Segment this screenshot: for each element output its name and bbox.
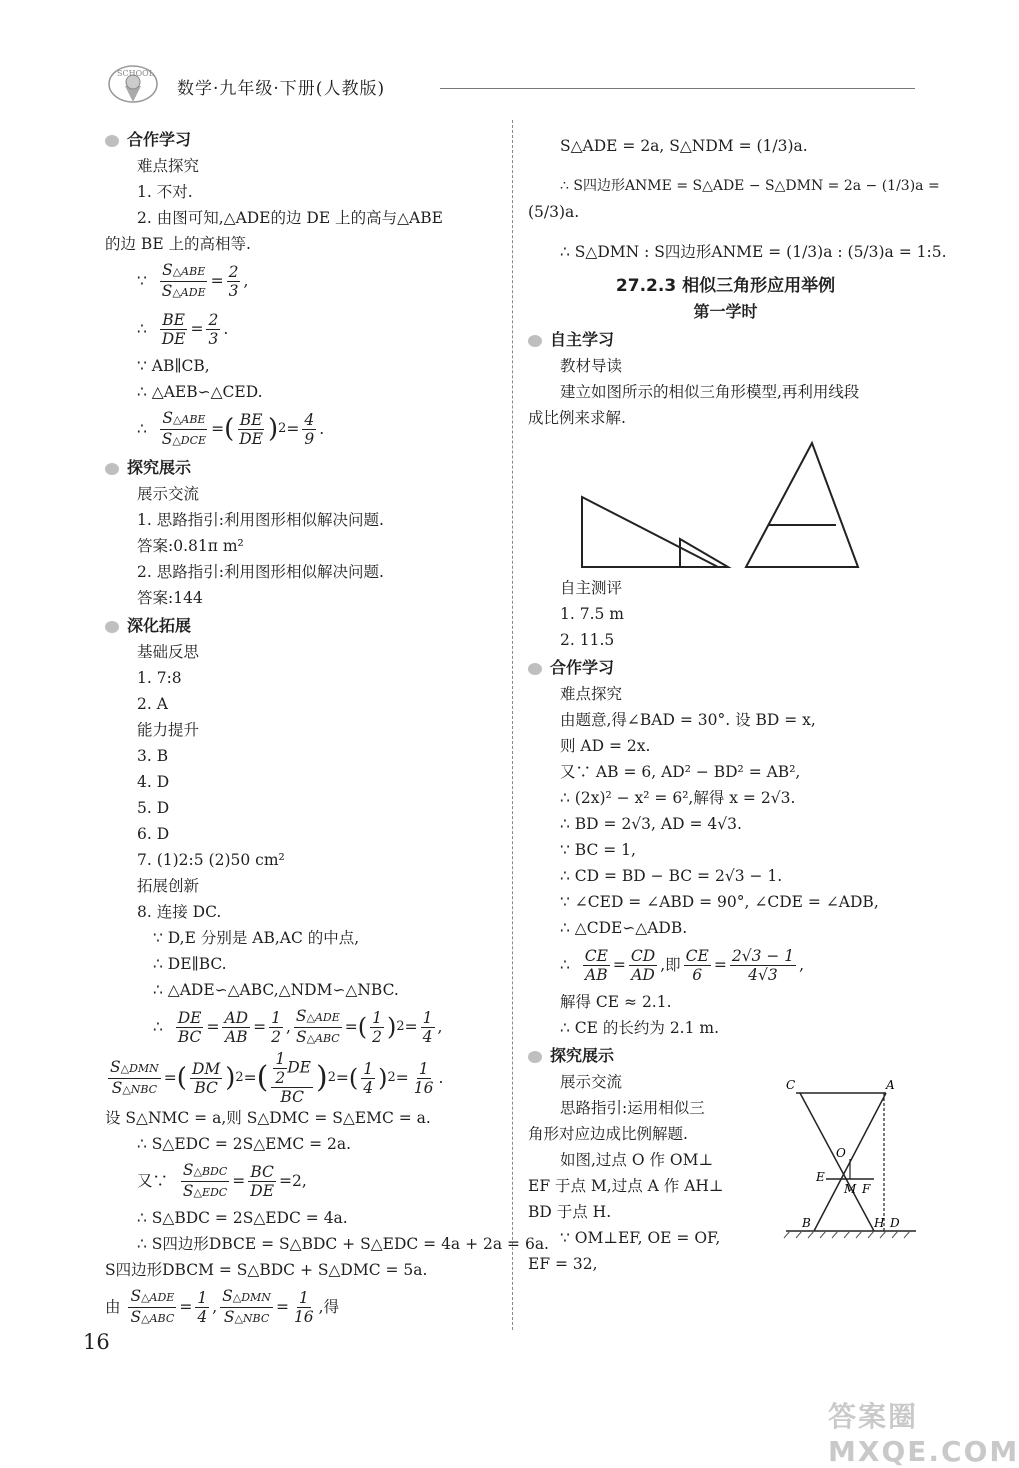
answer-line: 答案:144 <box>137 589 203 607</box>
point-label: B <box>802 1216 811 1230</box>
subheading: 难点探究 <box>137 157 200 175</box>
answer-line: 4. D <box>137 773 170 791</box>
book-title: 数学·九年级·下册(人教版) <box>177 79 386 99</box>
svg-text:SCHOOL: SCHOOL <box>117 69 155 78</box>
answer-line: 的边 BE 上的高相等. <box>105 235 251 253</box>
subheading: 教材导读 <box>560 357 623 375</box>
answer-line: ∵ OM⊥EF, OE = OF, <box>560 1229 721 1247</box>
subheading: 展示交流 <box>560 1073 623 1091</box>
header-rule <box>440 88 915 89</box>
section-marker-icon <box>528 663 542 675</box>
answer-line: 角形对应边成比例解题. <box>528 1125 688 1143</box>
section-marker-icon <box>105 135 119 147</box>
point-label: O <box>836 1146 846 1160</box>
answer-line: ∵ BC = 1, <box>560 841 636 859</box>
section-heading: 深化拓展 <box>105 613 500 639</box>
answer-line: BD 于点 H. <box>528 1203 612 1221</box>
point-label: D <box>890 1216 900 1230</box>
answer-line: ∴ CD = BD − BC = 2√3 − 1. <box>560 867 783 885</box>
point-label: H <box>874 1216 885 1230</box>
answer-line: 建立如图所示的相似三角形模型,再利用线段 <box>560 383 860 401</box>
answer-line: 设 S△NMC = a,则 S△DMC = S△EMC = a. <box>105 1109 431 1127</box>
answer-line: ∴ △CDE∽△ADB. <box>560 919 688 937</box>
answer-line: 如图,过点 O 作 OM⊥ <box>560 1151 714 1169</box>
answer-line: 1. 7.5 m <box>560 605 624 623</box>
point-label: M <box>844 1182 857 1196</box>
answer-line: 3. B <box>137 747 169 765</box>
answer-line: 成比例来求解. <box>528 409 626 427</box>
formula: $\frac{\text{S△DMN}}{\text{S△NBC}}$ = ( $\frac{DM}{BC}$ ) 2 = ( $\frac{1}{2}$ DE BC ) 2 = ( $\frac{1}{4}$ ) 2 = $\frac{1}{16}$ . <box>110 1050 444 1106</box>
answer-line: ∴ CE 的长约为 2.1 m. <box>560 1019 720 1037</box>
left-column <box>105 125 549 1331</box>
answer-line: ∴ S△EDC = 2S△EMC = 2a. <box>137 1135 352 1153</box>
answer-line: 6. D <box>137 825 170 843</box>
section-heading: 探究展示 <box>528 1043 923 1069</box>
point-label: E <box>816 1170 825 1184</box>
column-divider <box>512 120 513 1330</box>
answer-line: ∴ BD = 2√3, AD = 4√3. <box>560 815 742 833</box>
answer-line: ∴ DE∥BC. <box>153 955 227 973</box>
section-marker-icon <box>105 621 119 633</box>
answer-line: 1. 不对. <box>137 183 193 201</box>
answer-line: ∵ D,E 分别是 AB,AC 的中点, <box>153 929 360 947</box>
answer-line: ∴ △AEB∽△CED. <box>137 383 263 401</box>
answer-line: ∴ △ADE∽△ABC,△NDM∽△NBC. <box>153 981 399 999</box>
point-label: A <box>886 1078 895 1092</box>
answer-line: 由题意,得∠BAD = 30°. 设 BD = x, <box>560 711 816 729</box>
answer-line: 又∵ AB = 6, AD² − BD² = AB², <box>560 763 801 781</box>
section-heading: 合作学习 <box>105 127 500 153</box>
answer-line: 5. D <box>137 799 170 817</box>
section-marker-icon <box>528 1051 542 1063</box>
formula: ∴ $\frac{CE}{AB}$ = $\frac{CD}{AD}$ ,即 $\frac{CE}{6}$ = $\frac{2√3 - 1}{4√3}$ , <box>560 946 805 984</box>
answer-line: 7. (1)2:5 (2)50 cm² <box>137 851 285 869</box>
subheading: 基础反思 <box>137 643 200 661</box>
answer-line: EF 于点 M,过点 A 作 AH⊥ <box>528 1177 724 1195</box>
answer-line: 2. 11.5 <box>560 631 615 649</box>
answer-line: EF = 32, <box>528 1255 598 1273</box>
answer-line: ∴ (2x)² − x² = 6²,解得 x = 2√3. <box>560 789 796 807</box>
right-column <box>528 125 947 1277</box>
subheading: 拓展创新 <box>137 877 200 895</box>
page-header <box>95 50 915 110</box>
answer-line: (5/3)a. <box>528 203 580 221</box>
watermark: 答案圈 MXQE.COM <box>828 1400 1019 1468</box>
answer-line: 思路指引:运用相似三 <box>560 1099 705 1117</box>
answer-line: 答案:0.81π m² <box>137 537 244 555</box>
point-label: F <box>862 1182 871 1196</box>
formula: ∴ $\frac{\text{S△ABE}}{\text{S△DCE}}$ = ( $\frac{BE}{DE}$ ) 2 = $\frac{4}{9}$ . <box>137 408 325 448</box>
answer-line: 则 AD = 2x. <box>560 737 651 755</box>
lesson-title: 第一学时 <box>693 302 758 321</box>
section-heading: 探究展示 <box>105 455 500 481</box>
formula: ∴ $\frac{DE}{BC}$ = $\frac{AD}{AB}$ = $\frac{1}{2}$ , $\frac{\text{S△ADE}}{\text{S△ABC}}$ = ( $\frac{1}{2}$ ) 2 = $\frac{1}{4}$ , <box>153 1006 443 1046</box>
small-right-triangle <box>680 539 728 567</box>
crossed-lines-figure <box>756 1075 921 1245</box>
answer-line: 解得 CE ≈ 2.1. <box>560 993 672 1011</box>
answer-line: 2. 思路指引:利用图形相似解决问题. <box>137 563 384 581</box>
subheading: 难点探究 <box>560 685 623 703</box>
answer-line: ∴ S四边形DBCE = S△BDC + S△EDC = 4a + 2a = 6a. <box>137 1235 549 1253</box>
answer-line: 2. A <box>137 695 168 713</box>
answer-line: 1. 7:8 <box>137 669 182 687</box>
section-heading: 合作学习 <box>528 655 923 681</box>
section-heading: 自主学习 <box>528 327 923 353</box>
formula: ∴ $\frac{BE}{DE}$ = $\frac{2}{3}$ . <box>137 310 229 348</box>
subheading: 自主测评 <box>560 579 623 597</box>
answer-line: S△ADE = 2a, S△NDM = (1/3)a. <box>560 137 808 155</box>
school-logo-icon <box>103 56 163 106</box>
answer-line: ∵ ∠CED = ∠ABD = 90°, ∠CDE = ∠ADB, <box>560 893 879 911</box>
subheading: 展示交流 <box>137 485 200 503</box>
answer-line: S四边形DBCM = S△BDC + S△DMC = 5a. <box>105 1261 428 1279</box>
section-marker-icon <box>105 463 119 475</box>
point-label: C <box>786 1078 796 1092</box>
formula: 又∵ $\frac{\text{S△BDC}}{\text{S△EDC}}$ = $\frac{BC}{DE}$ =2, <box>137 1160 307 1200</box>
similar-triangles-figure <box>568 435 908 575</box>
section-marker-icon <box>528 335 542 347</box>
answer-line: ∵ AB∥CB, <box>137 357 210 375</box>
formula: ∵ $\frac{\text{S△ABE}}{\text{S△ADE}}$ = $\frac{2}{3}$ , <box>137 260 249 300</box>
isosceles-triangle <box>746 443 858 567</box>
answer-line: 1. 思路指引:利用图形相似解决问题. <box>137 511 384 529</box>
chapter-title: 27.2.3 相似三角形应用举例 <box>615 276 836 296</box>
answer-line: 2. 由图可知,△ADE的边 DE 上的高与△ABE <box>137 209 443 227</box>
subheading: 能力提升 <box>137 721 200 739</box>
answer-line: ∴ S△BDC = 2S△EDC = 4a. <box>137 1209 348 1227</box>
answer-line: ∴ S四边形ANME = S△ADE − S△DMN = 2a − (1/3)a = <box>560 178 940 194</box>
large-right-triangle <box>582 497 718 567</box>
formula: 由 $\frac{\text{S△ADE}}{\text{S△ABC}}$ = $\frac{1}{4}$ , $\frac{\text{S△DMN}}{\text{S△NBC}}$ = $\frac{1}{16}$ ,得 <box>105 1286 340 1326</box>
answer-line: 8. 连接 DC. <box>137 903 222 921</box>
answer-line: ∴ S△DMN : S四边形ANME = (1/3)a : (5/3)a = 1:5. <box>560 243 947 261</box>
page-number: 16 <box>83 1330 110 1354</box>
